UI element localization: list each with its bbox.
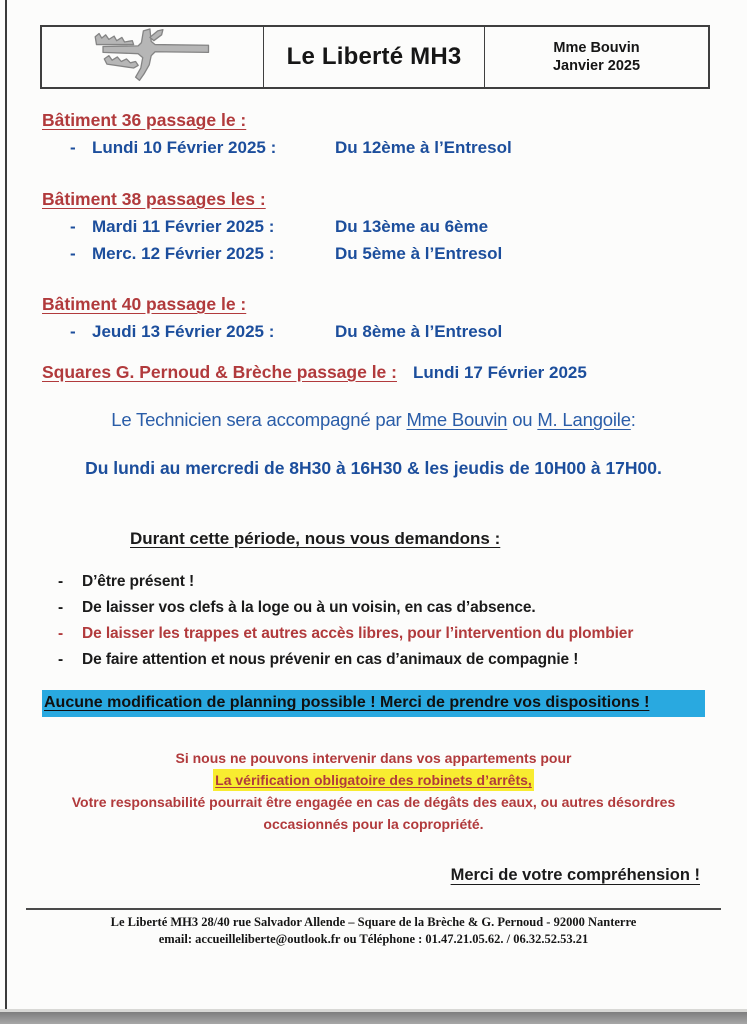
footer-divider <box>26 908 721 910</box>
warning-highlighted-line: La vérification obligatoire des robinets d’arrêts, <box>213 769 534 791</box>
squares-date: Lundi 17 Février 2025 <box>412 363 587 382</box>
entry-date: Mardi 11 Février 2025 : <box>92 217 275 236</box>
entry-date: Lundi 10 Février 2025 : <box>92 138 277 157</box>
demands-list <box>42 569 705 673</box>
section-heading-batiment-36: Bâtiment 36 passage le : <box>42 110 247 130</box>
entry-floor-range: Du 13ème au 6ème <box>335 217 489 236</box>
schedule-entry <box>42 138 705 158</box>
entry-floor-range: Du 5ème à l’Entresol <box>335 244 503 263</box>
entry-date: Merc. 12 Février 2025 : <box>92 244 275 263</box>
footer-contact: email: accueilleliberte@outlook.fr ou Téléphone : 01.47.21.05.62. / 06.32.52.53.21 <box>158 932 589 946</box>
scan-left-edge <box>5 0 7 1024</box>
demand-text: De laisser les trappes et autres accès libres, pour l’intervention du plombier <box>82 625 634 642</box>
contact-date: Janvier 2025 <box>552 58 641 74</box>
document-title: Le Liberté MH3 <box>264 27 485 87</box>
schedule-entry <box>42 244 705 264</box>
logo-cell <box>42 27 264 87</box>
footer <box>42 914 705 948</box>
dash-bullet: - <box>70 138 76 157</box>
contact-name: Mme Bouvin <box>553 40 640 56</box>
demand-text: D’être présent ! <box>82 573 195 590</box>
dash-bullet: - <box>58 651 64 668</box>
responsibility-warning <box>42 747 705 835</box>
thanks-line: Merci de votre compréhension ! <box>450 866 700 884</box>
header-table <box>40 25 710 89</box>
dash-bullet: - <box>70 217 76 236</box>
entry-date: Jeudi 13 Février 2025 : <box>92 322 275 341</box>
dash-bullet: - <box>70 322 76 341</box>
schedule-entry <box>42 322 705 342</box>
scan-bottom-edge <box>0 1012 747 1024</box>
dash-bullet: - <box>70 244 76 263</box>
demand-text: De faire attention et nous prévenir en cas d’animaux de compagnie ! <box>82 651 579 668</box>
warning-line1: Si nous ne pouvons intervenir dans vos appartements pour <box>175 750 572 766</box>
technician-suffix: : <box>630 409 636 430</box>
dash-bullet: - <box>58 573 64 590</box>
demands-title: Durant cette période, nous vous demandons : <box>130 529 501 548</box>
road-junction-logo-icon <box>70 27 235 88</box>
working-hours-line: Du lundi au mercredi de 8H30 à 16H30 & les jeudis de 10H00 à 17H00. <box>85 458 662 478</box>
demand-item-plumber <box>42 621 705 647</box>
technician-line <box>42 409 705 431</box>
entry-floor-range: Du 8ème à l’Entresol <box>335 322 503 341</box>
entry-floor-range: Du 12ème à l’Entresol <box>335 138 512 157</box>
demand-item <box>42 647 705 673</box>
demand-text: De laisser vos clefs à la loge ou à un voisin, en cas d’absence. <box>82 599 536 616</box>
notice-body <box>42 89 705 948</box>
contact-cell <box>485 27 708 87</box>
section-heading-squares: Squares G. Pernoud & Brèche passage le : <box>42 362 397 382</box>
technician-middle: ou <box>507 409 538 430</box>
section-heading-batiment-38: Bâtiment 38 passages les : <box>42 189 266 209</box>
technician-name-langoile: M. Langoile <box>537 409 631 430</box>
demand-item <box>42 569 705 595</box>
footer-address: Le Liberté MH3 28/40 rue Salvador Allende – Square de la Brèche & G. Pernoud - 92000 Nanterre <box>110 915 637 929</box>
dash-bullet: - <box>58 599 64 616</box>
section-heading-batiment-40: Bâtiment 40 passage le : <box>42 294 247 314</box>
warning-line3: Votre responsabilité pourrait être engagée en cas de dégâts des eaux, ou autres désordres <box>71 794 676 810</box>
technician-prefix: Le Technicien sera accompagné par <box>111 409 407 430</box>
warning-line4: occasionnés pour la copropriété. <box>263 816 484 832</box>
schedule-entry <box>42 217 705 237</box>
dash-bullet: - <box>58 625 64 642</box>
squares-schedule-row <box>42 362 705 383</box>
no-modification-banner: Aucune modification de planning possible ! Merci de prendre vos dispositions ! <box>42 690 705 717</box>
demand-item <box>42 595 705 621</box>
technician-name-bouvin: Mme Bouvin <box>406 409 508 430</box>
